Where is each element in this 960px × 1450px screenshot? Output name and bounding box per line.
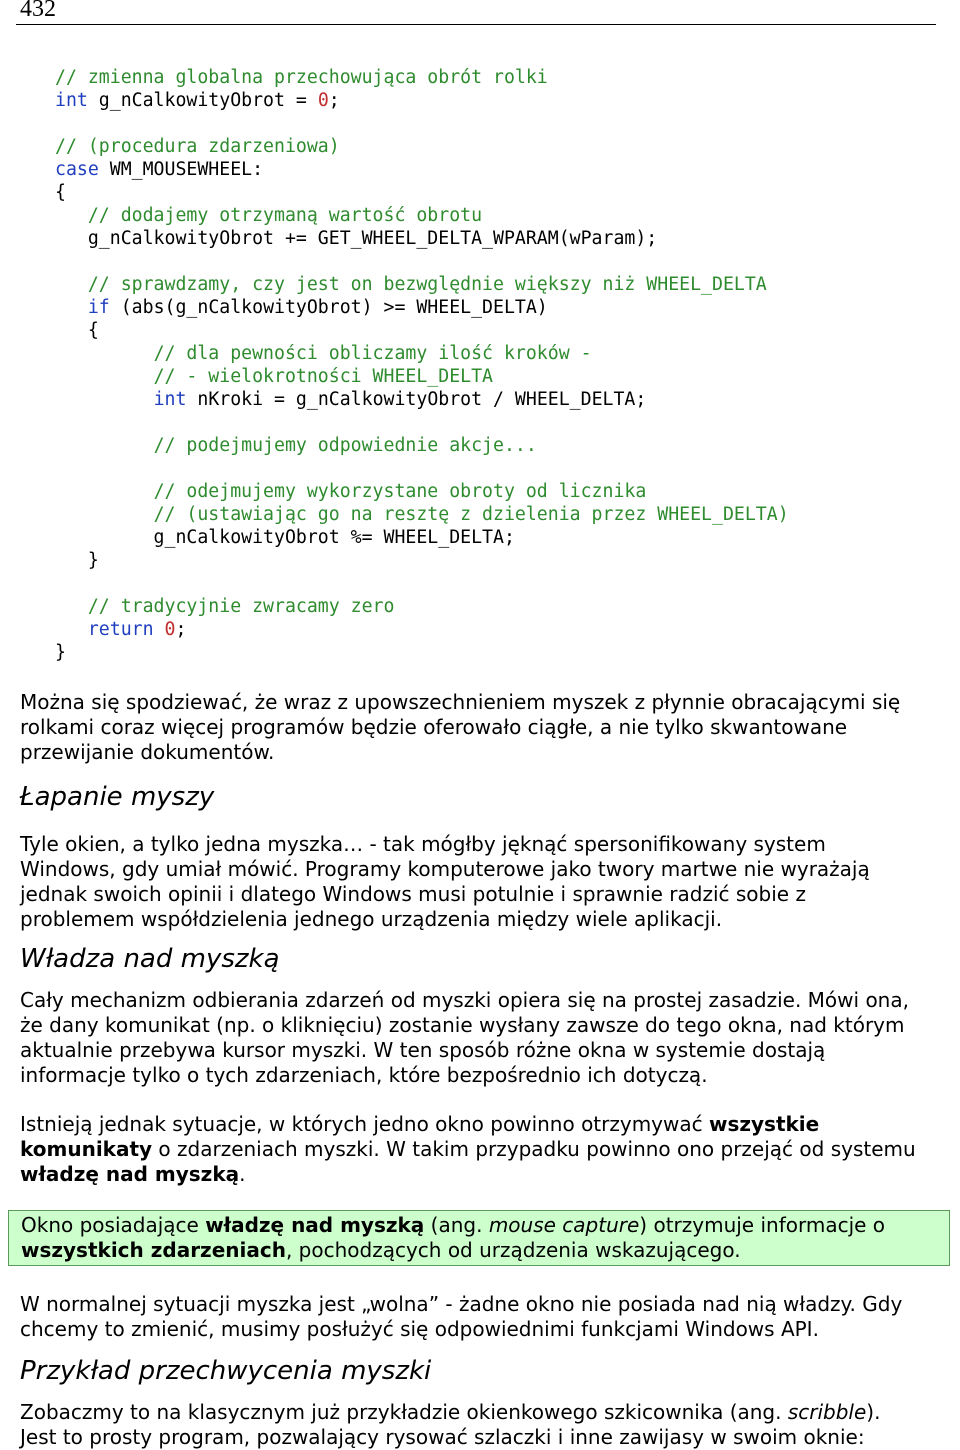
code-line xyxy=(55,181,789,204)
code-line xyxy=(55,572,789,595)
code-line xyxy=(55,618,789,641)
code-comment: // odejmujemy wykorzystane obroty od licznika xyxy=(153,481,647,502)
code-line xyxy=(55,66,789,89)
code-comment: // podejmujemy odpowiednie akcje... xyxy=(153,435,537,456)
text-line: Jest to prosty program, pozwalający rysować szlaczki i inne zawijasy w swoim oknie: xyxy=(20,1425,865,1449)
code-keyword: case xyxy=(55,159,99,180)
code-comment: // dla pewności obliczamy ilość kroków - xyxy=(153,343,592,364)
heading-wladza-nad-myszka: Władza nad myszką xyxy=(20,944,280,974)
paragraph-mouse-sharing xyxy=(20,832,936,932)
code-keyword: if xyxy=(87,297,110,318)
code-line xyxy=(55,135,789,158)
code-line xyxy=(55,89,789,112)
code-line xyxy=(55,434,789,457)
definition-text xyxy=(9,1211,949,1263)
code-text xyxy=(55,366,154,387)
code-number: 0 xyxy=(164,619,176,640)
code-line xyxy=(55,388,789,411)
bold-text: wszystkich zdarzeniach xyxy=(21,1238,286,1262)
code-line xyxy=(55,273,789,296)
code-line xyxy=(55,457,789,480)
paragraph-scribble xyxy=(20,1400,936,1450)
code-comment: // tradycyjnie zwracamy zero xyxy=(87,596,395,617)
code-text xyxy=(154,619,165,640)
italic-text: scribble xyxy=(787,1400,867,1424)
bold-text: komunikaty xyxy=(20,1137,153,1161)
code-keyword: int xyxy=(153,389,187,410)
text-run: Istnieją jednak sytuacje, w których jedno okno powinno otrzymywać xyxy=(20,1112,709,1136)
text-run: ). xyxy=(866,1400,881,1424)
text-line: przewijanie dokumentów. xyxy=(20,740,275,764)
code-text xyxy=(55,389,154,410)
text-run: Okno posiadające xyxy=(21,1213,206,1237)
code-keyword: int xyxy=(55,90,88,111)
code-line xyxy=(55,641,789,664)
page-number: 432 xyxy=(20,0,56,22)
code-text: g_nCalkowityObrot += GET_WHEEL_DELTA_WPARAM(wParam); xyxy=(55,228,658,249)
text-line: Windows, gdy umiał mówić. Programy komputerowe jako twory martwe nie wyrażają xyxy=(20,857,870,881)
code-text: ; xyxy=(175,619,187,640)
code-line xyxy=(55,296,789,319)
code-text: WM_MOUSEWHEEL: xyxy=(98,159,264,180)
code-text: g_nCalkowityObrot = xyxy=(87,90,318,111)
code-line xyxy=(55,503,789,526)
code-text xyxy=(55,596,88,617)
code-text: (abs(g_nCalkowityObrot) >= WHEEL_DELTA) xyxy=(109,297,548,318)
text-line: rolkami coraz więcej programów będzie oferowało ciągłe, a nie tylko skwantowane xyxy=(20,715,848,739)
text-line: informacje tylko o tych zdarzeniach, które bezpośrednio ich dotyczą. xyxy=(20,1063,708,1087)
code-line xyxy=(55,365,789,388)
code-text xyxy=(55,343,154,364)
text-line: W normalnej sytuacji myszka jest „wolna” - żadne okno nie posiada nad nią władzy. Gdy xyxy=(20,1292,903,1316)
text-line: Cały mechanizm odbierania zdarzeń od myszki opiera się na prostej zasadzie. Mówi ona, xyxy=(20,988,909,1012)
text-run: Zobaczmy to na klasycznym już przykładzie okienkowego szkicownika (ang. xyxy=(20,1400,788,1424)
text-line: problemem współdzielenia jednego urządzenia między wiele aplikacji. xyxy=(20,907,723,931)
code-text xyxy=(55,205,88,226)
italic-text: mouse capture xyxy=(488,1213,640,1237)
code-comment: // zmienna globalna przechowująca obrót rolki xyxy=(55,67,548,88)
text-run: , pochodzących od urządzenia wskazującego. xyxy=(285,1238,741,1262)
code-text: { xyxy=(55,320,99,341)
text-line: chcemy to zmienić, musimy posłużyć się odpowiednimi funkcjami Windows API. xyxy=(20,1317,819,1341)
text-run: . xyxy=(239,1162,246,1186)
code-text xyxy=(55,504,154,525)
text-line: Można się spodziewać, że wraz z upowszechnieniem myszek z płynnie obracającymi się xyxy=(20,690,901,714)
code-comment: // (procedura zdarzeniowa) xyxy=(55,136,340,157)
bold-text: wszystkie xyxy=(708,1112,820,1136)
code-comment: // - wielokrotności WHEEL_DELTA xyxy=(153,366,494,387)
paragraph-all-messages xyxy=(20,1112,936,1187)
code-line xyxy=(55,411,789,434)
definition-box xyxy=(8,1210,950,1266)
code-text: ; xyxy=(328,90,340,111)
code-line xyxy=(55,227,789,250)
code-line xyxy=(55,204,789,227)
bold-text: władzę nad myszką xyxy=(205,1213,425,1237)
text-run: o zdarzeniach myszki. W takim przypadku powinno ono przejąć od systemu xyxy=(152,1137,916,1161)
code-text xyxy=(55,481,154,502)
code-listing xyxy=(55,66,789,664)
text-run: ) otrzymuje informacje o xyxy=(639,1213,886,1237)
code-text: nKroki = g_nCalkowityObrot / WHEEL_DELTA; xyxy=(186,389,647,410)
code-line xyxy=(55,319,789,342)
code-comment: // dodajemy otrzymaną wartość obrotu xyxy=(87,205,483,226)
code-line xyxy=(55,526,789,549)
code-text: g_nCalkowityObrot %= WHEEL_DELTA; xyxy=(55,527,515,548)
code-line xyxy=(55,595,789,618)
bold-text: władzę nad myszką xyxy=(20,1162,240,1186)
paragraph-wheel-summary xyxy=(20,690,936,765)
text-line: aktualnie przebywa kursor myszki. W ten sposób różne okna w systemie dostają xyxy=(20,1038,826,1062)
code-text: } xyxy=(55,550,99,571)
code-text xyxy=(55,274,88,295)
code-number: 0 xyxy=(317,90,329,111)
code-line xyxy=(55,480,789,503)
code-comment: // sprawdzamy, czy jest on bezwględnie większy niż WHEEL_DELTA xyxy=(87,274,767,295)
text-line: Tyle okien, a tylko jedna myszka… - tak mógłby jęknąć spersonifikowany system xyxy=(20,832,826,856)
text-run: (ang. xyxy=(424,1213,489,1237)
code-keyword: return xyxy=(87,619,154,640)
header-rule xyxy=(16,24,936,25)
heading-lapanie-myszy: Łapanie myszy xyxy=(20,782,215,812)
text-line: że dany komunikat (np. o kliknięciu) zostanie wysłany zawsze do tego okna, nad którym xyxy=(20,1013,905,1037)
code-text xyxy=(55,297,88,318)
code-line xyxy=(55,112,789,135)
text-line: jednak swoich opinii i dlatego Windows musi potulnie i sprawnie radzić sobie z xyxy=(20,882,806,906)
code-text xyxy=(55,619,88,640)
paragraph-mechanism xyxy=(20,988,936,1088)
code-comment: // (ustawiając go na resztę z dzielenia przez WHEEL_DELTA) xyxy=(153,504,789,525)
code-line xyxy=(55,250,789,273)
code-text: { xyxy=(55,182,66,203)
paragraph-free-mouse xyxy=(20,1292,936,1342)
code-line xyxy=(55,342,789,365)
code-line xyxy=(55,549,789,572)
heading-przyklad: Przykład przechwycenia myszki xyxy=(20,1356,432,1386)
code-text xyxy=(55,435,154,456)
code-text: } xyxy=(55,642,66,663)
code-line xyxy=(55,158,789,181)
